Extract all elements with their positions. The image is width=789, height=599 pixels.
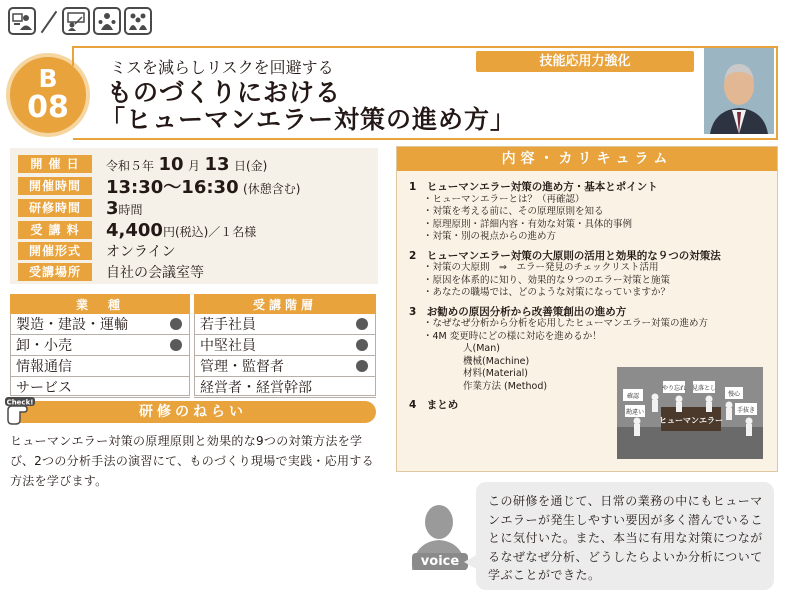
curriculum-panel: [396, 146, 778, 472]
level-table: [194, 294, 376, 398]
category-tag: 技能応用力強化: [476, 51, 694, 72]
online-format-icon: [8, 7, 36, 35]
course-code-letter: B: [38, 64, 58, 93]
goal-description: ヒューマンエラー対策の原理原則と効果的な9つの対策方法を学び、2つの分析手法の演習にて、ものづくり現場で実践・応用する方法を学びます。: [10, 434, 374, 488]
fee-label: 受 講 料: [18, 221, 92, 239]
industry-name: 卸・小売: [10, 335, 162, 356]
date-prefix: 令和５年: [106, 158, 155, 173]
level-name: 若手社員: [194, 314, 348, 335]
course-info-panel: [10, 148, 378, 284]
goal-header: 研修のねらい: [10, 401, 376, 423]
industry-name: 製造・建設・運輸: [10, 314, 162, 335]
curriculum-subitem: 人(Man): [463, 343, 500, 354]
illustration-card: 確認: [626, 393, 640, 400]
mark-cell: [348, 314, 376, 335]
mark-cell: [348, 335, 376, 356]
date-month-unit: 月: [187, 158, 200, 173]
level-name: 経営者・経営幹部: [194, 377, 348, 398]
mark-cell: [162, 314, 190, 335]
lecture-format-icon: [62, 7, 90, 35]
illustration-card: 見落とし: [691, 385, 717, 392]
hours-value: [106, 198, 143, 219]
table-row: [194, 314, 376, 335]
mark-cell: [162, 356, 190, 377]
table-row: [10, 356, 190, 377]
curriculum-item: ・対策を考える前に、その原理原則を知る: [423, 206, 604, 217]
group-work-format-icon: [124, 7, 152, 35]
target-dot: [170, 339, 182, 351]
curriculum-item: ・原因を体系的に知り、効果的な９つのエラー対策と施策: [423, 274, 671, 286]
curriculum-item: ・原理原則・詳細内容・有効な対策・具体的事例: [423, 218, 633, 230]
curriculum-item: ・対策の大原則 ⇒ エラー発見のチェックリスト活用: [423, 262, 659, 273]
slash-divider: [38, 7, 60, 35]
date-month: 10: [158, 153, 184, 175]
level-header: 受講階層: [194, 294, 376, 314]
curriculum-item: ・4M 変更時にどの様に対応を進めるか！: [423, 330, 602, 342]
industry-name: サービス: [10, 377, 162, 398]
info-row-date: [18, 154, 267, 174]
mark-cell: [348, 356, 376, 377]
industry-name: 情報通信: [10, 356, 162, 377]
date-day: 13: [204, 153, 230, 175]
curriculum-section-title: 1 ヒューマンエラー対策の進め方・基本とポイント: [409, 181, 658, 193]
info-row-fee: [18, 220, 256, 240]
illustration-card: 勘違い: [625, 409, 645, 416]
hours-label: 研修時間: [18, 199, 92, 217]
hours-number: 3: [106, 197, 119, 219]
curriculum-subitem: 機械(Machine): [463, 355, 530, 367]
target-dot: [356, 339, 368, 351]
level-name: 管理・監督者: [194, 356, 348, 377]
curriculum-section-title: 4 まとめ: [409, 399, 459, 411]
target-dot: [356, 318, 368, 330]
target-dot: [170, 318, 182, 330]
course-title-line2: 「ヒューマンエラー対策の進め方」: [100, 105, 517, 134]
voice-text: この研修を通じて、日常の業務の中にもヒューマンエラーが発生しやすい要因が多く潜んでいることに気付いた。また、本当に有用な対策につながるなぜなぜ分析、どうしたらよいか分析について学ぶことができた。: [488, 494, 764, 582]
format-icons: [8, 6, 152, 36]
time-range: 13:30～16:30: [106, 177, 239, 198]
curriculum-subitem: 作業方法 (Method): [463, 380, 548, 392]
course-title-line1: ものづくりにおける: [107, 78, 342, 107]
venue-label: 受講場所: [18, 263, 92, 281]
fee-amount: 4,400: [106, 219, 163, 241]
industry-table: [10, 294, 190, 398]
voice-bubble: [476, 482, 774, 590]
table-row: [10, 377, 190, 398]
table-row: [194, 377, 376, 398]
human-error-illustration: [617, 367, 763, 459]
table-row: [194, 356, 376, 377]
check-icon-text: Check!: [6, 398, 34, 407]
format-value: オンライン: [106, 244, 176, 260]
curriculum-item: ・ヒューマンエラーとは？（再確認）: [423, 193, 585, 205]
info-row-format: [18, 241, 176, 261]
hours-unit: 時間: [118, 202, 143, 217]
target-dot: [356, 360, 368, 372]
venue-value: 自社の会議室等: [106, 265, 204, 281]
curriculum-header: 内容・カリキュラム: [397, 147, 777, 171]
course-subtitle: ミスを減らしリスクを回避する: [110, 58, 334, 77]
level-name: 中堅社員: [194, 335, 348, 356]
time-value: [106, 173, 300, 199]
info-row-time: [18, 176, 300, 196]
curriculum-item: ・なぜなぜ分析から分析を応用したヒューマンエラー対策の進め方: [423, 318, 709, 329]
curriculum-section-title: 2 ヒューマンエラー対策の大原則の活用と効果的な９つの対策法: [409, 249, 721, 262]
illustration-card: 慢心: [727, 391, 741, 398]
illustration-card: 手抜き: [736, 407, 756, 414]
mark-cell: [162, 335, 190, 356]
instructor-photo: [704, 48, 774, 134]
fee-value: [106, 220, 256, 241]
course-code-number: 08: [27, 90, 69, 125]
info-row-venue: [18, 262, 204, 282]
date-label: 開 催 日: [18, 155, 92, 173]
curriculum-section-title: 3 お勧めの原因分析から改善策創出の進め方: [409, 305, 627, 318]
date-day-unit: 日(金): [233, 158, 268, 173]
table-row: [194, 335, 376, 356]
check-hand-icon: [4, 396, 36, 426]
industry-header: 業 種: [10, 294, 190, 314]
curriculum-item: ・あなたの職場では、どのような対策になっていますか？: [423, 287, 671, 298]
format-label: 開催形式: [18, 242, 92, 260]
time-label: 開催時間: [18, 177, 92, 195]
practice-format-icon: [93, 7, 121, 35]
time-note: (休憩含む): [243, 182, 301, 196]
curriculum-subitem: 材料(Material): [463, 368, 529, 379]
voice-label: voice: [412, 553, 468, 570]
info-row-hours: [18, 198, 143, 218]
table-row: [10, 335, 190, 356]
illustration-card: やり忘れ: [661, 385, 687, 392]
curriculum-item: ・対策・別の視点からの進め方: [423, 231, 557, 242]
table-row: [10, 314, 190, 335]
mark-cell: [162, 377, 190, 398]
mark-cell: [348, 377, 376, 398]
illustration-sign: ヒューマンエラー: [659, 416, 723, 425]
date-value: [106, 154, 267, 175]
fee-unit: 円(税込)／１名様: [162, 224, 257, 239]
